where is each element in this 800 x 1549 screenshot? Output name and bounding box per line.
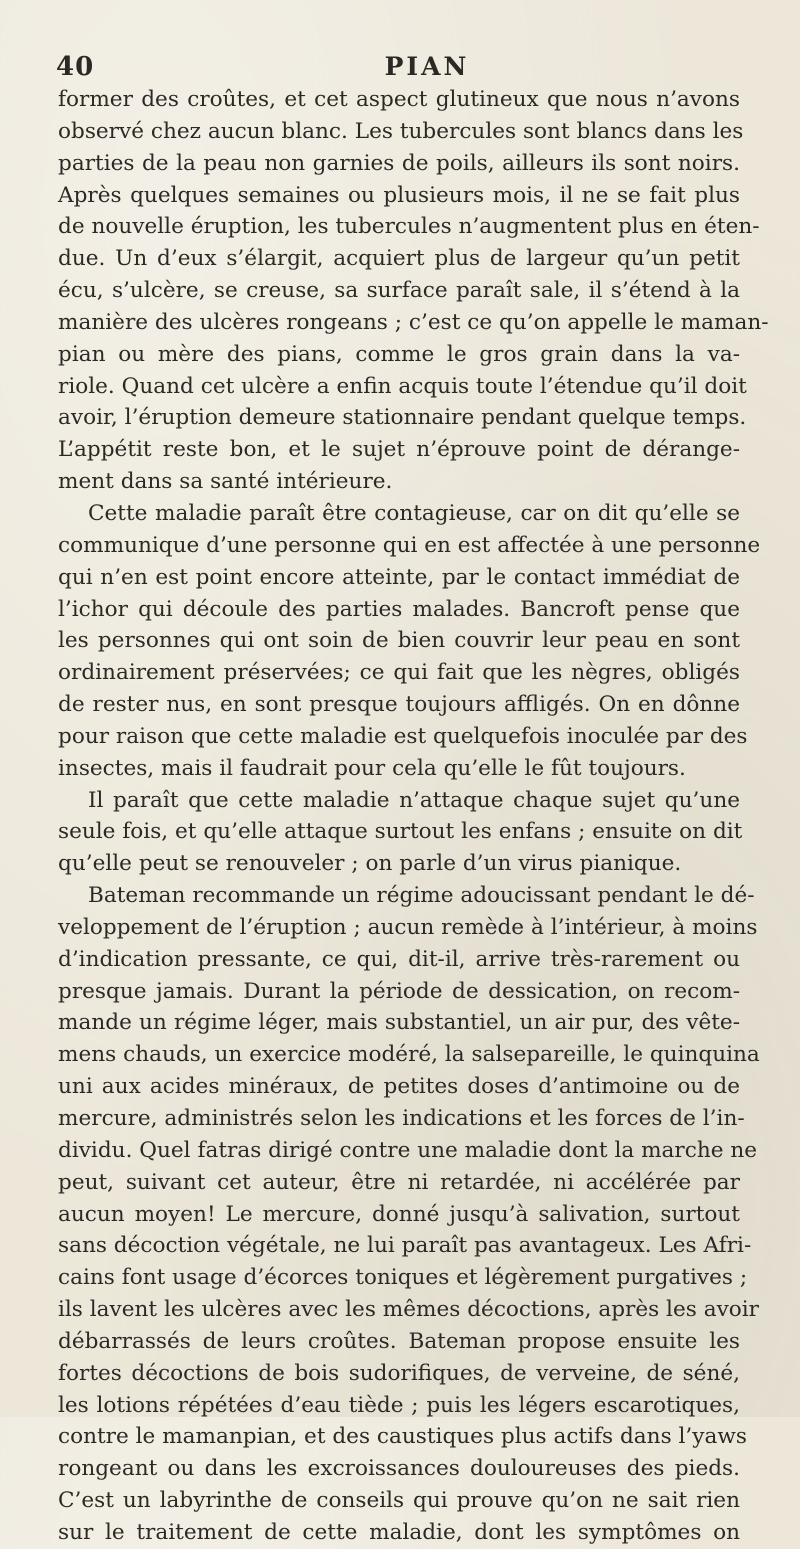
text-line: qui n’en est point encore atteinte, par le contact immédiat de xyxy=(58,564,740,590)
paragraph-first-line: Cette maladie paraît être contagieuse, car on dit qu’elle se xyxy=(88,500,740,526)
text-line: mercure, administrés selon les indications et les forces de l’in- xyxy=(58,1106,745,1131)
text-line: sur le traitement de cette maladie, dont les symptômes on xyxy=(58,1519,740,1545)
page-number: 40 xyxy=(56,52,95,82)
text-line: parties de la peau non garnies de poils, ailleurs ils sont noirs. xyxy=(58,150,740,176)
text-line: écu, s’ulcère, se creuse, sa surface paraît sale, il s’étend à la xyxy=(58,278,740,304)
text-line: due. Un d’eux s’élargit, acquiert plus de largeur qu’un petit xyxy=(58,246,740,272)
text-line: dividu. Quel fatras dirigé contre une maladie dont la marche ne xyxy=(58,1137,758,1163)
text-line: Après quelques semaines ou plusieurs mois, il ne se fait plus xyxy=(58,182,740,208)
paragraph-first-line: Il paraît que cette maladie n’attaque chaque sujet qu’une xyxy=(88,787,740,813)
text-line: riole. Quand cet ulcère a enfin acquis toute l’étendue qu’il doit xyxy=(58,373,747,399)
text-line: C’est un labyrinthe de conseils qui prouve qu’on ne sait rien xyxy=(58,1488,740,1514)
text-line: aucun moyen! Le mercure, donné jusqu’à salivation, surtout xyxy=(58,1201,740,1227)
text-line: débarrassés de leurs croûtes. Bateman propose ensuite les xyxy=(58,1328,740,1354)
text-line: former des croûtes, et cet aspect glutineux que nous n’avons xyxy=(58,87,740,112)
text-line: insectes, mais il faudrait pour cela qu’elle le fût toujours. xyxy=(58,755,686,781)
text-line: qu’elle peut se renouveler ; on parle d’un virus pianique. xyxy=(58,851,682,877)
text-line: contre le mamanpian, et des caustiques plus actifs dans l’yaws xyxy=(58,1424,747,1450)
text-line: observé chez aucun blanc. Les tubercules sont blancs dans les xyxy=(58,118,744,144)
text-line: mens chauds, un exercice modéré, la salsepareille, le quinquina xyxy=(58,1042,760,1068)
text-line: ils lavent les ulcères avec les mêmes décoctions, après les avoir xyxy=(58,1297,759,1323)
text-line: rongeant ou dans les excroissances douloureuses des pieds. xyxy=(58,1456,740,1482)
text-line: de nouvelle éruption, les tubercules n’augmentent plus en éten- xyxy=(58,214,760,240)
text-line: cains font usage d’écorces toniques et légèrement purgatives ; xyxy=(58,1265,748,1291)
text-line: mande un régime léger, mais substantiel, un air pur, des vête- xyxy=(58,1010,740,1036)
text-line: les personnes qui ont soin de bien couvrir leur peau en sont xyxy=(58,628,740,654)
text-line: l’ichor qui découle des parties malades. Bancroft pense que xyxy=(58,596,740,622)
running-head xyxy=(52,52,742,86)
text-line: avoir, l’éruption demeure stationnaire pendant quelque temps. xyxy=(58,405,747,431)
text-line: peut, suivant cet auteur, être ni retardée, ni accélérée par xyxy=(58,1169,740,1195)
text-line: ordinairement préservées; ce qui fait que les nègres, obligés xyxy=(58,660,740,686)
text-line: presque jamais. Durant la période de dessication, on recom- xyxy=(58,978,740,1004)
text-line: veloppement de l’éruption ; aucun remède à l’intérieur, à moins xyxy=(58,914,758,940)
text-line: pour raison que cette maladie est quelquefois inoculée par des xyxy=(58,723,748,749)
text-line: seule fois, et qu’elle attaque surtout les enfans ; ensuite on dit xyxy=(58,819,743,845)
paragraph-first-line: Bateman recommande un régime adoucissant pendant le dé- xyxy=(88,883,755,909)
text-line: manière des ulcères rongeans ; c’est ce qu’on appelle le maman- xyxy=(58,309,769,335)
text-line: uni aux acides minéraux, de petites doses d’antimoine ou de xyxy=(58,1074,740,1100)
text-line: sans décoction végétale, ne lui paraît pas avantageux. Les Afri- xyxy=(58,1233,752,1259)
text-line: L’appétit reste bon, et le sujet n’éprouve point de dérange- xyxy=(58,437,740,463)
running-title: PIAN xyxy=(384,52,470,81)
text-line: d’indication pressante, ce qui, dit-il, arrive très-rarement ou xyxy=(58,946,740,972)
text-line: fortes décoctions de bois sudorifiques, de verveine, de séné, xyxy=(58,1360,740,1386)
text-line: communique d’une personne qui en est affectée à une personne xyxy=(58,532,761,558)
body-text xyxy=(58,84,769,1549)
text-line: de rester nus, en sont presque toujours affligés. On en dônne xyxy=(58,692,740,718)
text-line: les lotions répétées d’eau tiède ; puis les légers escarotiques, xyxy=(58,1392,740,1418)
text-line: ment dans sa santé intérieure. xyxy=(58,469,393,495)
text-line: pian ou mère des pians, comme le gros grain dans la va- xyxy=(58,341,740,367)
